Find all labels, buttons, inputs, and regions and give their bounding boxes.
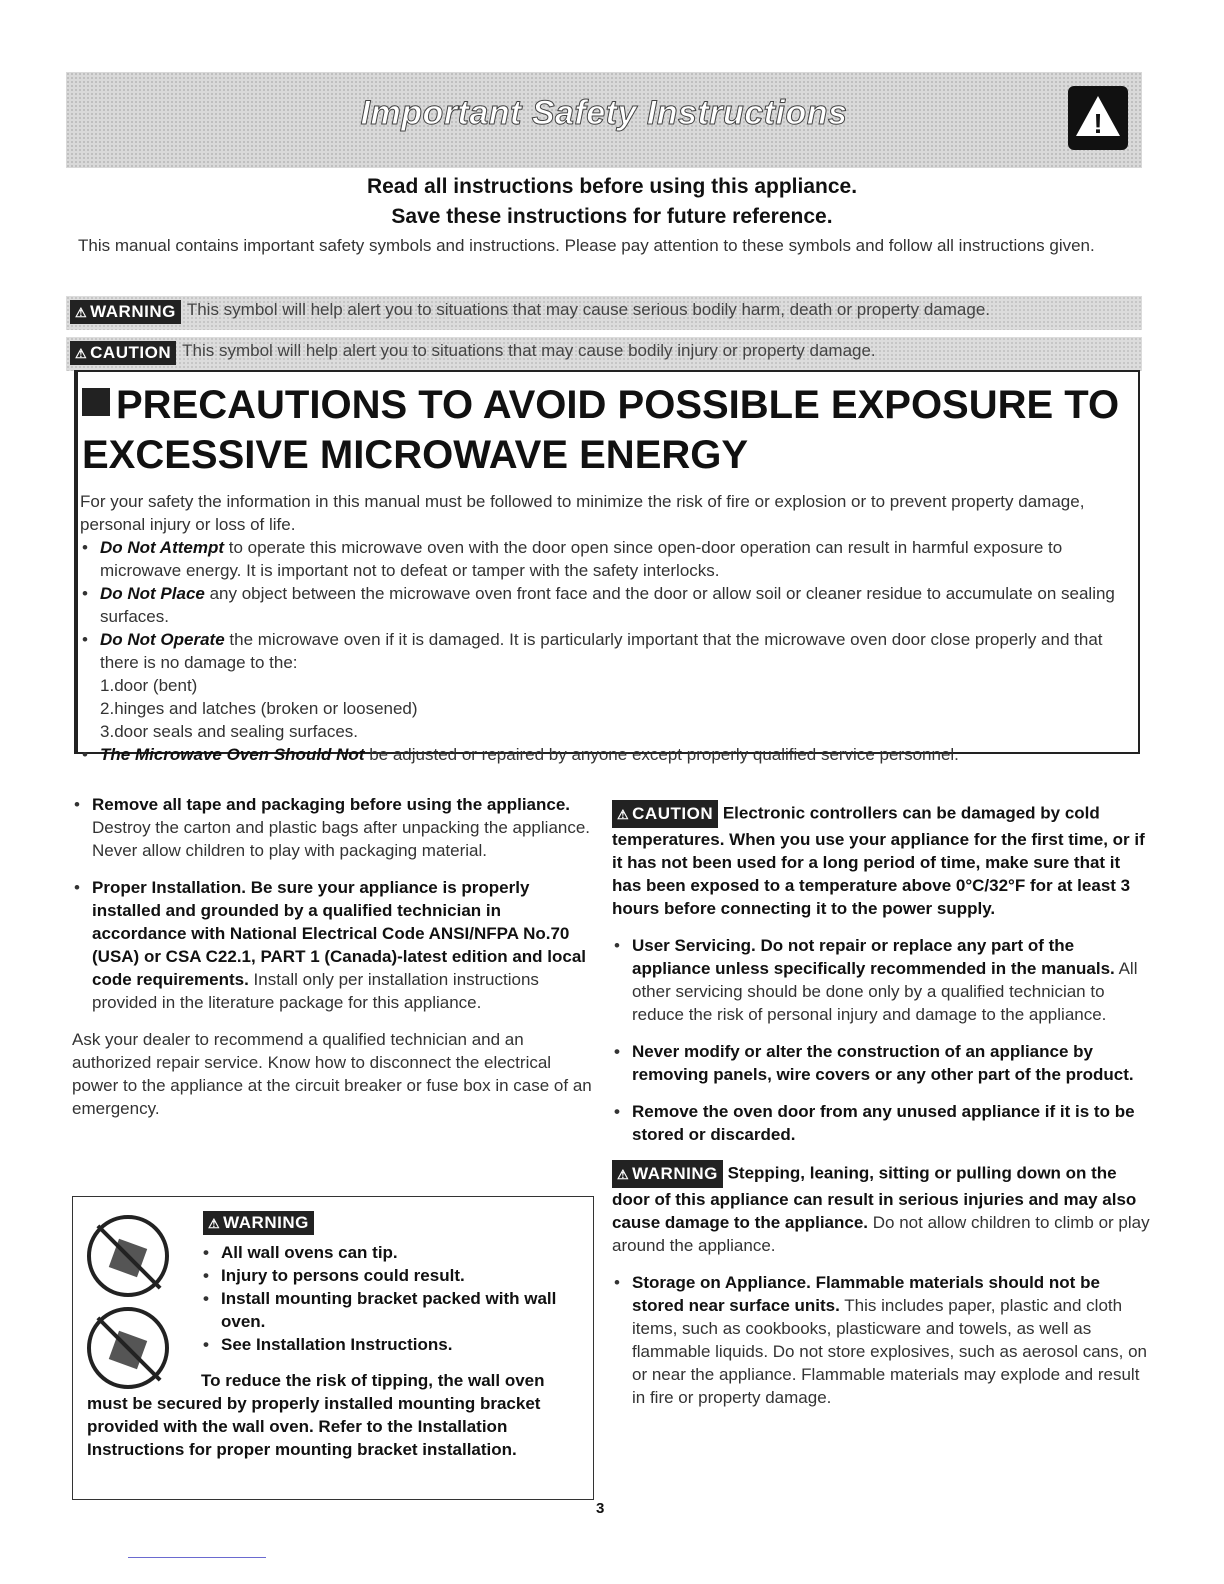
precautions-intro: For your safety the information in this manual must be followed to minimize the risk of fire or explosion or to prevent property damage, personal injury or loss of life.: [80, 492, 1085, 534]
page-title: Important Safety Instructions: [360, 94, 848, 132]
list-item: • Do Not Operate the microwave oven if it is damaged. It is particularly important that the microwave oven door close properly and that there is no damage to the: 1.door (bent) 2.hinges and latches (broken or loosened) 3.door seals and sealing surfaces.: [80, 628, 1135, 743]
warning-symbol-strip: [66, 296, 1142, 330]
list-item: • Remove the oven door from any unused appliance if it is to be stored or discarded.: [612, 1100, 1152, 1146]
list-item: • User Servicing. Do not repair or replace any part of the appliance unless specifically recommended in the manuals. All other servicing should be done only by a qualified technician to reduce the risk of personal injury and damage to the appliance.: [612, 934, 1152, 1026]
list-item: • Remove all tape and packaging before using the appliance. Destroy the carton and plastic bags after unpacking the appliance. Never allow children to play with packaging material.: [72, 793, 592, 862]
right-column: [612, 800, 1152, 1409]
caution-badge: ⚠ CAUTION: [612, 800, 718, 828]
footer-divider: [128, 1557, 266, 1558]
warning-paragraph: ⚠ WARNING Stepping, leaning, sitting or pulling down on the door of this appliance can result in serious injuries and may also cause damage to the appliance. Do not allow children to climb or play around the appliance.: [612, 1160, 1152, 1257]
dealer-paragraph: Ask your dealer to recommend a qualified technician and an authorized repair service. Know how to disconnect the electrical power to the appliance at the circuit breaker or fuse box in case of an emergency.: [72, 1030, 592, 1118]
list-item: • Do Not Attempt to operate this microwave oven with the door open since open-door operation can result in harmful exposure to microwave energy. It is important not to defeat or tamper with the safety interlocks.: [80, 536, 1135, 582]
list-item: • Never modify or alter the construction of an appliance by removing panels, wire covers or any other part of the product.: [612, 1040, 1152, 1086]
list-item: • Proper Installation. Be sure your appliance is properly installed and grounded by a qualified technician in accordance with National Electrical Code ANSI/NFPA No.70 (USA) or CSA C22.1, PART 1 (Canada)-latest edition and local code requirements. Install only per installation instructions provided in the literature package for this appliance.: [72, 876, 592, 1014]
left-column: [72, 793, 592, 1120]
numbered-item: 3.door seals and sealing surfaces.: [100, 722, 358, 741]
warning-badge: ⚠ WARNING: [70, 300, 181, 324]
intro-text: This manual contains important safety symbols and instructions. Please pay attention to these symbols and follow all instructions given.: [78, 236, 1095, 255]
list-item: • The Microwave Oven Should Not be adjusted or repaired by anyone except properly qualified service personnel.: [80, 743, 1135, 766]
list-item: • Storage on Appliance. Flammable materials should not be stored near surface units. This includes paper, plastic and cloth items, such as cookbooks, plasticware and towels, as well as flammable liquids. Do not store explosives, such as aerosol cans, on or near the appliance. Flammable materials may explode and result in fire or property damage.: [612, 1271, 1152, 1409]
numbered-item: 1.door (bent): [100, 676, 198, 695]
title-banner: [66, 72, 1142, 168]
caution-badge: ⚠ CAUTION: [70, 341, 176, 365]
precautions-content: [80, 490, 1135, 766]
list-item: • Do Not Place any object between the microwave oven front face and the door or allow soil or cleaner residue to accumulate on sealing surfaces.: [80, 582, 1135, 628]
warning-triangle-icon: !: [1068, 86, 1128, 150]
warning-triangle-icon: ⚠: [208, 1216, 221, 1231]
page-number: 3: [596, 1500, 605, 1517]
caution-symbol-text: This symbol will help alert you to situations that may cause bodily injury or property damage.: [182, 341, 876, 360]
warning-triangle-icon: [82, 388, 110, 416]
tip-hazard-icon: [87, 1215, 169, 1297]
tip-warning-box: [72, 1196, 594, 1500]
warning-triangle-icon: ⚠: [617, 807, 630, 822]
tip-warning-list: [201, 1241, 581, 1356]
caution-symbol-strip: [66, 337, 1142, 371]
caution-paragraph: ⚠ CAUTION Electronic controllers can be damaged by cold temperatures. When you use your appliance for the first time, or if it has not been used for a long period of time, make sure that it has been exposed to a temperature above 0°C/32°F for at least 3 hours before connecting it to the power supply.: [612, 800, 1152, 920]
list-item: • All wall ovens can tip.: [201, 1241, 581, 1264]
warning-triangle-icon: ⚠: [617, 1167, 630, 1182]
tip-warning-closing: To reduce the risk of tipping, the wall oven must be secured by properly installed mounting bracket provided with the wall oven. Refer to the Installation Instructions for proper mounting bracket installation.: [87, 1371, 545, 1459]
read-instructions-heading: Read all instructions before using this appliance.: [366, 175, 858, 198]
warning-triangle-icon: ⚠: [75, 346, 88, 361]
warning-triangle-icon: ⚠: [75, 305, 88, 320]
warning-badge: ⚠ WARNING: [612, 1160, 723, 1188]
warning-badge: ⚠ WARNING: [203, 1211, 314, 1235]
list-item: • See Installation Instructions.: [201, 1333, 581, 1356]
list-item: • Injury to persons could result.: [201, 1264, 581, 1287]
precautions-heading: PRECAUTIONS TO AVOID POSSIBLE EXPOSURE TO EXCESSIVE MICROWAVE ENERGY: [82, 383, 1120, 477]
numbered-item: 2.hinges and latches (broken or loosened): [100, 699, 418, 718]
list-item: • Install mounting bracket packed with wall oven.: [201, 1287, 581, 1333]
save-instructions-heading: Save these instructions for future reference.: [391, 205, 833, 228]
warning-symbol-text: This symbol will help alert you to situations that may cause serious bodily harm, death or property damage.: [186, 300, 990, 319]
